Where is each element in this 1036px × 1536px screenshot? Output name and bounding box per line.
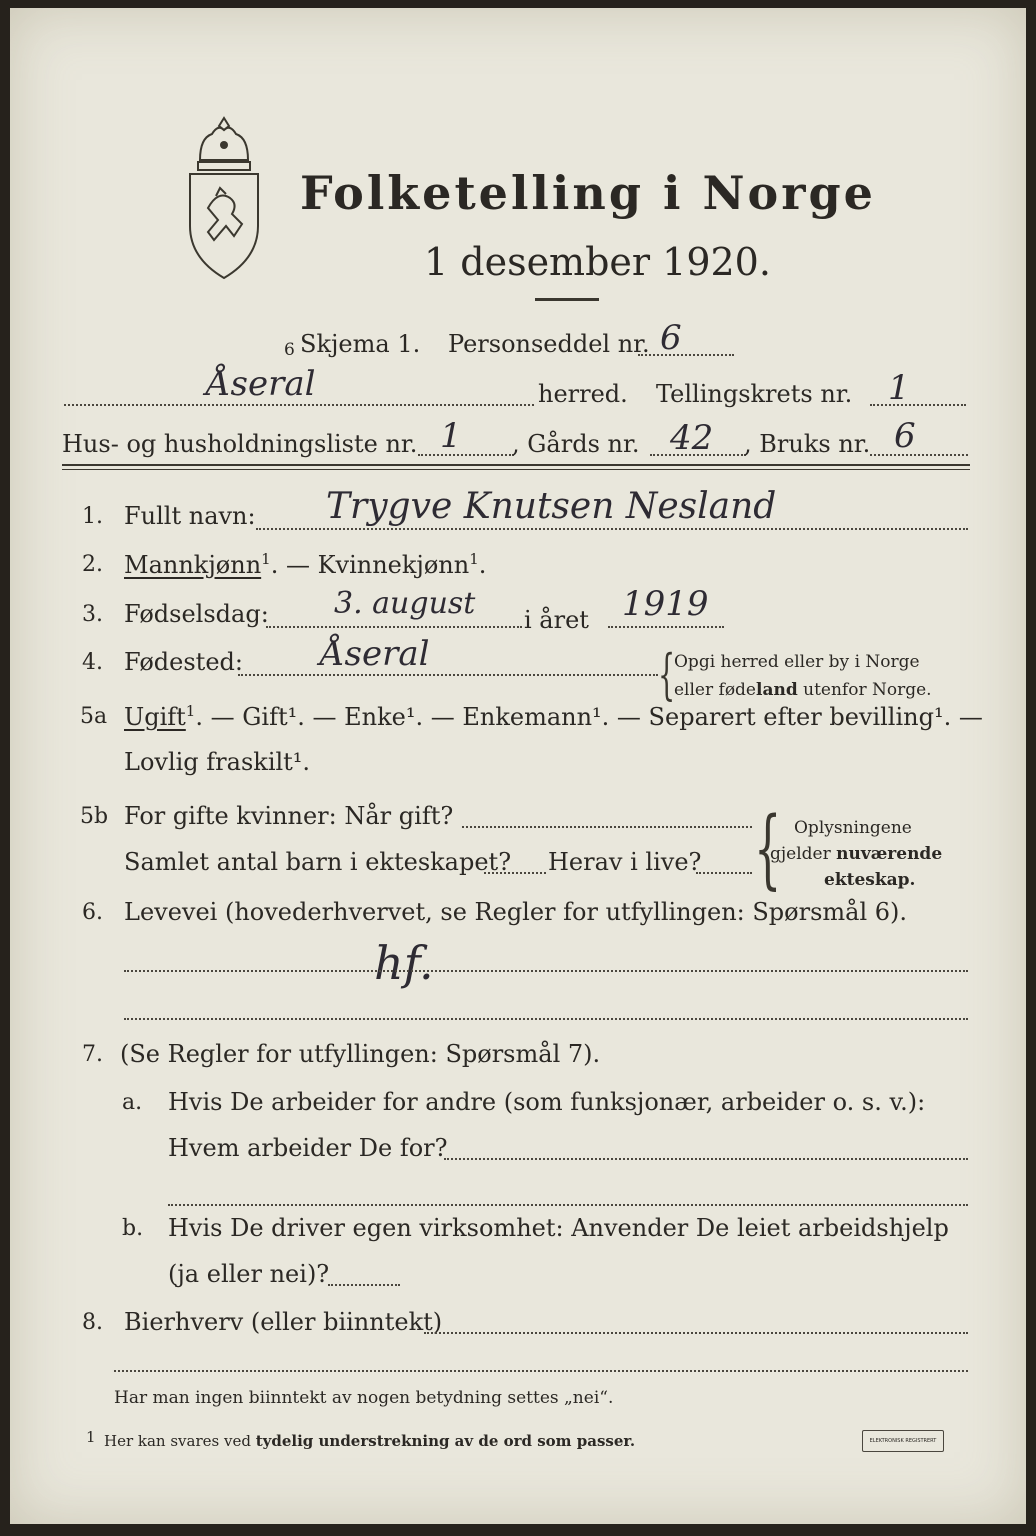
q8-note: Har man ingen biinntekt av nogen betydning settes „nei“. <box>114 1388 614 1408</box>
q2-separator: . — <box>270 551 318 579</box>
q3-label: Fødselsdag: <box>124 600 269 628</box>
q1-line <box>256 528 968 530</box>
bruks-value: 6 <box>894 416 916 456</box>
prefix-mark: 6 <box>284 340 295 360</box>
q4-note-2a: eller føde <box>674 680 756 700</box>
q4-note-2c: utenfor Norge. <box>797 680 932 700</box>
q2-number: 2. <box>82 552 103 577</box>
q3-aret-label: i året <box>524 606 589 634</box>
q8-label: Bierhverv (eller biinntekt) <box>124 1308 443 1336</box>
q4-note-1: Opgi herred eller by i Norge <box>674 652 920 672</box>
q7-number: 7. <box>82 1042 103 1067</box>
q7b-number: b. <box>122 1216 144 1241</box>
census-form-page <box>10 8 1026 1524</box>
q5b-line-1 <box>462 826 752 828</box>
hus-value: 1 <box>440 416 462 456</box>
q5a-footnote-mark: 1 <box>185 702 196 720</box>
q6-number: 6. <box>82 900 103 925</box>
q6-line-2 <box>124 1018 968 1020</box>
form-subtitle: 1 desember 1920. <box>424 240 771 284</box>
skjema-label: Skjema 1. <box>300 330 421 358</box>
footnote-text <box>104 1432 635 1450</box>
tellingskrets-line <box>870 404 966 406</box>
q4-value: Åseral <box>320 634 430 674</box>
q5a-line-2: Lovlig fraskilt¹. <box>124 748 311 776</box>
herred-line <box>64 404 534 406</box>
q2-line <box>124 550 486 579</box>
q5b-note-3: ekteskap. <box>824 870 916 890</box>
q5b-note-1: Oplysningene <box>794 818 912 838</box>
q2-kvinnekjonn: Kvinnekjønn <box>317 551 470 579</box>
q1-value: Trygve Knutsen Nesland <box>326 486 777 527</box>
q5b-note-2a: gjelder <box>770 844 837 864</box>
q3-number: 3. <box>82 602 103 627</box>
q4-label: Fødested: <box>124 648 243 676</box>
herred-label: herred. <box>538 380 628 408</box>
q1-number: 1. <box>82 504 103 529</box>
q7a-line-2 <box>168 1204 968 1206</box>
coat-of-arms-icon <box>176 112 272 282</box>
personseddel-value: 6 <box>660 318 682 358</box>
registration-stamp-text: ELEKTRONISK REGISTRERT <box>869 1438 937 1444</box>
bruks-line <box>870 454 968 456</box>
q6-line-1 <box>124 970 968 972</box>
herred-value: Åseral <box>206 364 316 404</box>
q2-end: . <box>478 551 487 579</box>
q7a-question: Hvem arbeider De for? <box>168 1134 448 1162</box>
q7b-question: (ja eller nei)? <box>168 1260 330 1288</box>
title-divider <box>535 298 599 301</box>
personseddel-line <box>638 354 734 356</box>
q1-label: Fullt navn: <box>124 502 256 530</box>
q5b-line-2 <box>484 872 546 874</box>
q7a-number: a. <box>122 1090 143 1115</box>
tellingskrets-value: 1 <box>888 368 910 408</box>
q7-label: (Se Regler for utfyllingen: Spørsmål 7). <box>120 1040 601 1068</box>
q5b-label-3: Herav i live? <box>548 848 702 876</box>
gards-label: , Gårds nr. <box>512 430 640 458</box>
q5b-note-2 <box>770 844 942 864</box>
personseddel-label: Personseddel nr. <box>448 330 650 358</box>
q4-number: 4. <box>82 650 103 675</box>
q8-line-2 <box>114 1370 968 1372</box>
q5b-label-1: For gifte kvinner: Når gift? <box>124 802 454 830</box>
q4-line <box>238 674 658 676</box>
q5b-label-2: Samlet antal barn i ekteskapet? <box>124 848 512 876</box>
q5a-line-1 <box>124 702 983 731</box>
hus-label: Hus- og husholdningsliste nr. <box>62 430 418 458</box>
registration-stamp <box>862 1430 944 1452</box>
q5a-rest: . — Gift¹. — Enke¹. — Enkemann¹. — Separert efter bevilling¹. — <box>195 703 983 731</box>
q5b-brace: { <box>754 799 782 899</box>
q5b-number: 5b <box>80 804 109 829</box>
q4-note-2b: land <box>756 680 798 700</box>
q6-value: hf. <box>374 936 434 990</box>
q2-footnote-mark: 1 <box>261 550 271 568</box>
q5b-line-3 <box>696 872 752 874</box>
header-divider-top <box>62 464 970 466</box>
q7a-line-1 <box>444 1158 968 1160</box>
tellingskrets-label: Tellingskrets nr. <box>656 380 853 408</box>
q7b-text: Hvis De driver egen virksomhet: Anvender De leiet arbeidshjelp <box>168 1214 949 1242</box>
q3-line <box>266 626 522 628</box>
q2-mannkjonn: Mannkjønn <box>124 551 262 579</box>
q2-footnote-mark-2: 1 <box>469 550 479 568</box>
bruks-label: , Bruks nr. <box>744 430 871 458</box>
q5b-note-2b: nuværende <box>836 844 943 864</box>
footnote-text-b: tydelig understrekning av de ord som passer. <box>255 1432 636 1450</box>
header-divider-bottom <box>62 469 970 470</box>
q5a-ugift: Ugift <box>124 703 186 731</box>
form-title: Folketelling i Norge <box>300 166 876 220</box>
q3-year-value: 1919 <box>622 584 709 624</box>
q7a-text: Hvis De arbeider for andre (som funksjonær, arbeider o. s. v.): <box>168 1088 926 1116</box>
q8-line-1 <box>424 1332 968 1334</box>
q3-year-line <box>608 626 724 628</box>
q4-note-2 <box>674 680 932 700</box>
footnote-text-a: Her kan svares ved <box>104 1432 256 1450</box>
q4-brace: { <box>658 643 676 706</box>
q6-label: Levevei (hovederhvervet, se Regler for utfyllingen: Spørsmål 6). <box>124 898 908 926</box>
q8-number: 8. <box>82 1310 103 1335</box>
q5a-number: 5a <box>80 704 108 729</box>
hus-line <box>418 454 514 456</box>
gards-value: 42 <box>670 418 714 458</box>
q3-value: 3. august <box>334 586 476 621</box>
footnote-mark: 1 <box>86 1428 96 1446</box>
q7b-line <box>328 1284 400 1286</box>
